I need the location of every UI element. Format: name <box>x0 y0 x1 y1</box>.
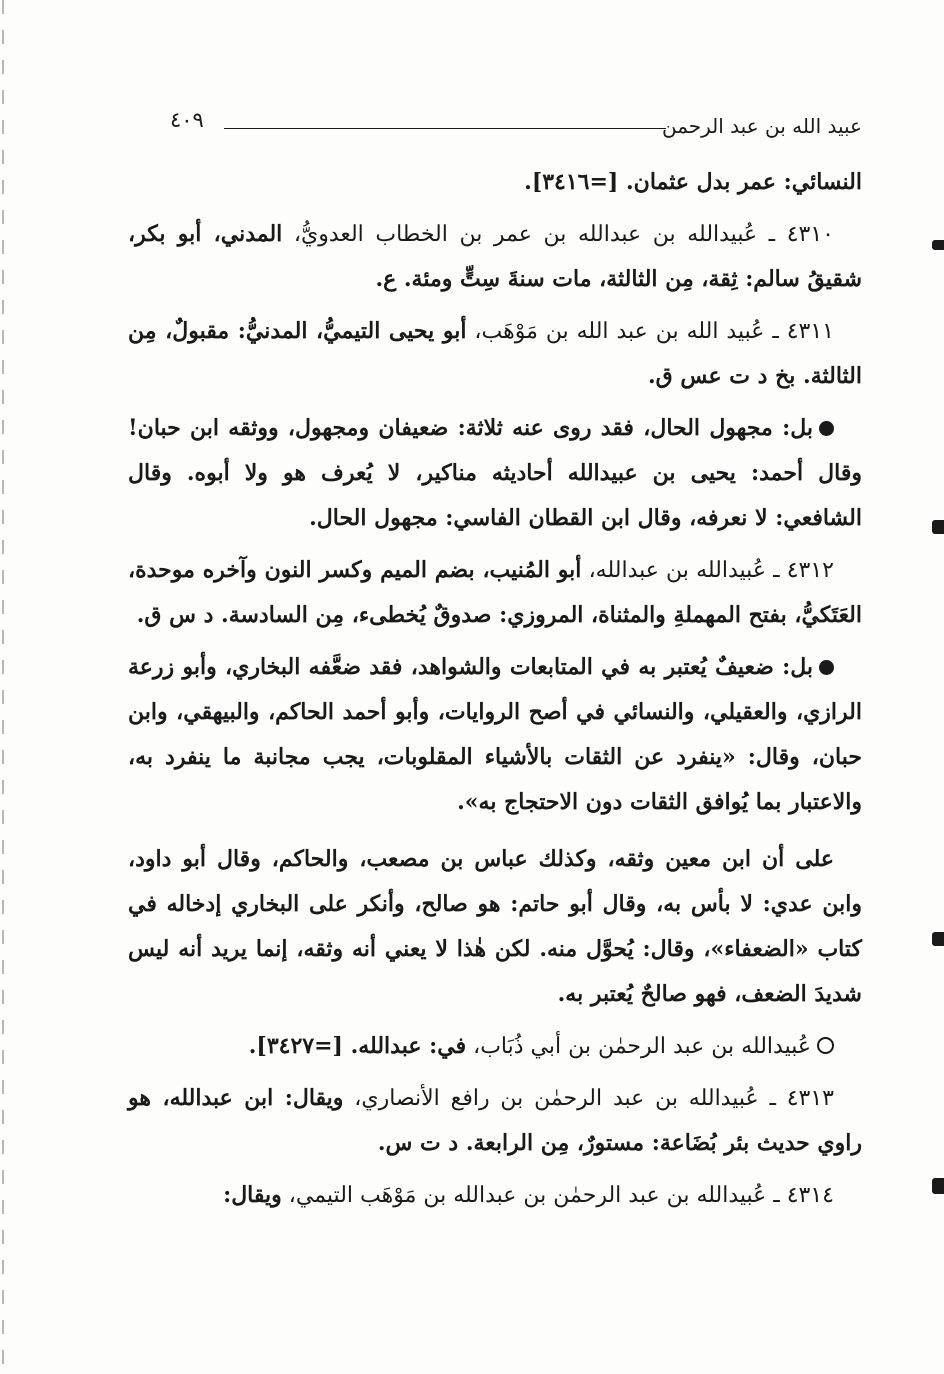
margin-mark-4 <box>932 1178 944 1194</box>
entry-4311 <box>128 309 862 399</box>
running-header <box>170 102 862 142</box>
entry-4312 <box>128 548 862 638</box>
cross-reference-name: عُبيدالله بن عبد الرحمٰن بن أبي ذُبَاب، <box>466 1034 811 1059</box>
entry-4311-name: ٤٣١١ ـ عُبيد الله بن عبد الله بن مَوْهَب، <box>466 319 834 344</box>
bullet-dot-icon <box>819 421 834 436</box>
cross-reference <box>128 1024 862 1069</box>
entry-4313 <box>128 1076 862 1166</box>
comment-4312b-text: على أن ابن معين وثقه، وكذلك عباس بن مصعب، والحاكم، وقال أبو داود، وابن عدي: لا بأس به، وقال أبو حاتم: هو صالح، وأنكر على البخاري إدخاله في كتاب «الضعفاء»، وقال: يُحوَّل منه. لكن هٰذا لا يعني أنه وثقه، إنما يريد أنه ليس شديدَ الضعف، فهو صالحٌ يُعتبر به. <box>128 846 862 1007</box>
entry-4313-name: ٤٣١٣ ـ عُبيدالله بن عبد الرحمٰن بن رافع الأنصاري، <box>343 1086 834 1111</box>
continued-text: النسائي: عمر بدل عثمان. [=٣٤١٦]. <box>524 169 862 195</box>
entry-4312-text: أبو المُنيب، بضم الميم وكسر النون وآخره موحدة، العَتَكيُّ، بفتح المهملةِ والمثناة، المروزي: صدوقٌ يُخطىء، مِن السادسة. د س ق. <box>128 557 862 628</box>
ring-dot-icon <box>817 1037 834 1054</box>
entry-4310-name: ٤٣١٠ ـ عُبيدالله بن عبدالله بن عمر بن الخطاب العدويُّ، <box>282 222 834 247</box>
header-rule <box>224 128 666 129</box>
comment-4312-text: بل: ضعيفٌ يُعتبر به في المتابعات والشواهد، فقد ضعَّفه البخاري، وأبو زرعة الرازي، والعقيلي، والنسائي في أصح الروايات، وأبو أحمد الحاكم، والبيهقي، وابن حبان، وقال: «ينفرد عن الثقات بالأشياء المقلوبات، يجب مجانبة ما ينفرد به، والاعتبار بما يُوافق الثقات دون الاحتجاج به». <box>128 654 862 815</box>
page-number: ٤٠٩ <box>170 108 204 132</box>
comment-4312-continued <box>128 837 862 1017</box>
entry-4311-text: أبو يحيى التيميُّ، المدنيُّ: مقبولٌ، مِن الثالثة. بخ د ت عس ق. <box>128 318 862 389</box>
cross-reference-target: في: عبدالله. [=٣٤٢٧]. <box>248 1033 467 1059</box>
comment-4312 <box>128 645 862 825</box>
entry-4314-name: ٤٣١٤ ـ عُبيدالله بن عبد الرحمٰن بن عبدالله بن مَوْهَب التيمي، <box>281 1183 834 1208</box>
margin-mark-2 <box>932 520 944 534</box>
bullet-dot-icon <box>819 660 834 675</box>
entry-4310-text: المدني، أبو بكر، شقيقُ سالم: ثِقة، مِن الثالثة، مات سنةَ سِتٍّ ومئة. ع. <box>128 221 862 292</box>
continued-entry <box>128 160 862 205</box>
entry-4312-name: ٤٣١٢ ـ عُبيدالله بن عبدالله، <box>581 558 834 583</box>
page-body <box>128 160 862 1218</box>
header-title: عبيد الله بن عبد الرحمن <box>661 114 862 138</box>
comment-4311 <box>128 406 862 541</box>
entry-4314-text: ويقال: <box>223 1182 282 1208</box>
comment-4311-text: بل: مجهول الحال، فقد روى عنه ثلاثة: ضعيفان ومجهول، ووثقه ابن حبان! وقال أحمد: يحيى بن عبيدالله أحاديثه مناكير، لا يُعرف هو ولا أبوه. وقال الشافعي: لا نعرفه، وقال ابن القطان الفاسي: مجهول الحال. <box>128 415 862 531</box>
margin-mark-1 <box>932 240 944 250</box>
entry-4314 <box>128 1173 862 1218</box>
entry-4313-text: ويقال: ابن عبدالله، هو راوي حديث بئر بُضَاعة: مستورٌ، مِن الرابعة. د ت س. <box>128 1085 862 1156</box>
entry-4310 <box>128 212 862 302</box>
margin-mark-3 <box>932 932 944 946</box>
scan-edge-artifact <box>2 0 4 1374</box>
